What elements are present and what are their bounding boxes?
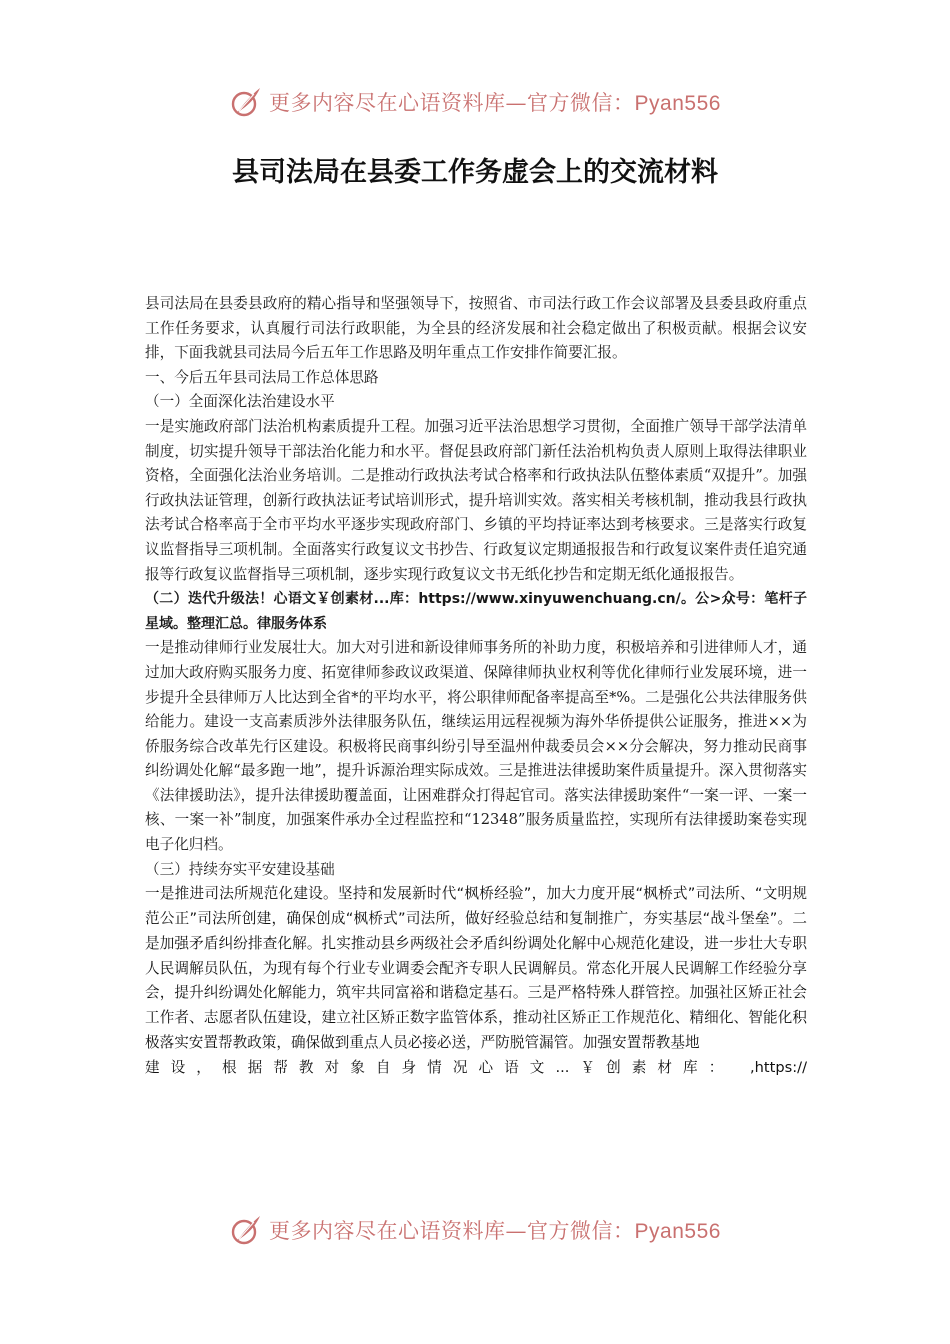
document-body <box>145 292 807 1081</box>
banner-text: 更多内容尽在心语资料库—官方微信：Pyan556 <box>269 91 721 115</box>
subsection-body-2: 一是推动律师行业发展壮大。加大对引进和新设律师事务所的补助力度，积极培养和引进律师人才，通过加大政府购买服务力度、拓宽律师参政议政渠道、保障律师执业权利等优化律师行业发展环境，进一步提升全县律师万人比达到全省*的平均水平，将公职律师配备率提高至*%。二是强化公共法律服务供给能力。建设一支高素质涉外法律服务队伍，继续运用远程视频为海外华侨提供公证服务，推进××为侨服务综合改革先行区建设。积极将民商事纠纷引导至温州仲裁委员会××分会解决，努力推动民商事纠纷调处化解“最多跑一地”，提升诉源治理实际成效。三是推进法律援助案件质量提升。深入贯彻落实《法律援助法》，提升法律援助覆盖面，让困难群众打得起官司。落实法律援助案件“一案一评、一案一核、一案一补”制度，加强案件承办全过程监控和“12348”服务质量监控，实现所有法律援助案卷实现电子化归档。 <box>145 639 807 854</box>
intro-paragraph: 县司法局在县委县政府的精心指导和坚强领导下，按照省、市司法行政工作会议部署及县委县政府重点工作任务要求，认真履行司法行政职能，为全县的经济发展和社会稳定做出了积极贡献。根据会议安排，下面我就县司法局今后五年工作思路及明年重点工作安排作简要汇报。 <box>145 295 807 362</box>
footer-banner <box>0 1208 950 1252</box>
section-heading-1: 一、今后五年县司法局工作总体思路 <box>145 368 379 386</box>
quill-pen-logo-icon <box>229 85 263 119</box>
header-banner <box>0 80 950 124</box>
subsection-body-1: 一是实施政府部门法治机构素质提升工程。加强习近平法治思想学习贯彻，全面推广领导干部学法清单制度，切实提升领导干部法治化能力和水平。督促县政府部门新任法治机构负责人原则上取得法律职业资格，全面强化法治业务培训。二是推动行政执法考试合格率和行政执法队伍整体素质“双提升”。加强行政执法证管理，创新行政执法证考试培训形式，提升培训实效。落实相关考核机制，推动我县行政执法考试合格率高于全市平均水平逐步实现政府部门、乡镇的平均持证率达到考核要求。三是落实行政复议监督指导三项机制。全面落实行政复议文书抄告、行政复议定期通报报告和行政复议案件责任追究通报等行政复议监督指导三项机制，逐步实现行政复议文书无纸化抄告和定期无纸化通报报告。 <box>145 417 807 583</box>
subsection-heading-3: （三）持续夯实平安建设基础 <box>145 860 335 878</box>
document-title: 县司法局在县委工作务虚会上的交流材料 <box>232 157 718 188</box>
subsection-heading-2: （二）迭代升级法！心语文￥创素材...库：https://www.xinyuwenchuang.cn/。公>众号：笔杆子星域。整理汇总。律服务体系 <box>145 591 807 632</box>
banner-wechat-id: Pyan556 <box>634 1220 721 1243</box>
subsection-heading-1: （一）全面深化法治建设水平 <box>145 393 335 411</box>
subsection-body-3: 一是推进司法所规范化建设。坚持和发展新时代“枫桥经验”，加大力度开展“枫桥式”司法所、“文明规范公正”司法所创建，确保创成“枫桥式”司法所，做好经验总结和复制推广，夯实基层“战斗堡垒”。二是加强矛盾纠纷排查化解。扎实推动县乡两级社会矛盾纠纷调处化解中心规范化建设，进一步壮大专职人民调解员队伍，为现有每个行业专业调委会配齐专职人民调解员。常态化开展人民调解工作经验分享会，提升纠纷调处化解能力，筑牢共同富裕和谐稳定基石。三是严格特殊人群管控。加强社区矫正社会工作者、志愿者队伍建设，建立社区矫正数字监管体系，推动社区矫正工作规范化、精细化、智能化积极落实安置帮教政策，确保做到重点人员必接必送，严防脱管漏管。加强安置帮教基地 <box>145 885 807 1052</box>
quill-pen-logo-icon <box>229 1213 263 1247</box>
subsection-body-3-last-line: 建设，根据帮教对象自身情况心语文...￥创素材库： ,https:// <box>145 1058 807 1076</box>
banner-text: 更多内容尽在心语资料库—官方微信：Pyan556 <box>269 1219 721 1243</box>
banner-wechat-id: Pyan556 <box>634 92 721 115</box>
